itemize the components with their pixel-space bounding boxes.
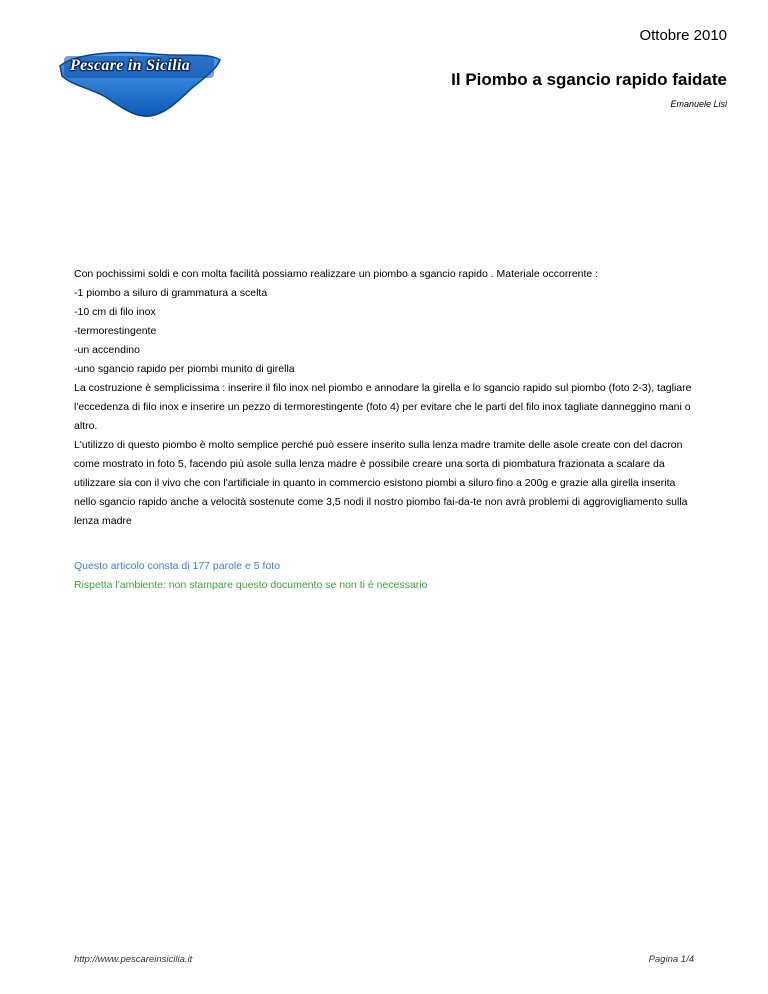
materials-item: -10 cm di filo inox (74, 306, 156, 318)
materials-item: -termorestingente (74, 325, 157, 337)
page-number: Pagina 1/4 (648, 954, 694, 965)
article-stats (74, 557, 427, 595)
article-author: Emanuele Lisi (670, 99, 727, 109)
paragraph-intro: Con pochissimi soldi e con molta facilità possiamo realizzare un piombo a sgancio rapido . Materiale occorrente : (74, 268, 599, 280)
footer-url[interactable]: http://www.pescareinsicilia.it (74, 954, 193, 965)
article-title: Il Piombo a sgancio rapido faidate (451, 70, 727, 89)
materials-item: -1 piombo a siluro di grammatura a scelta (74, 287, 268, 299)
environment-note: Rispetta l'ambiente: non stampare questo documento se non ti è necessario (74, 579, 428, 591)
article-body (74, 265, 698, 531)
sicily-island-shape (54, 44, 224, 120)
logo-text: Pescare in Sicilia (70, 57, 191, 74)
word-count-note: Questo articolo consta di 177 parole e 5 foto (74, 560, 281, 572)
site-logo (54, 44, 224, 120)
document-date: Ottobre 2010 (639, 27, 727, 44)
materials-item: -uno sgancio rapido per piombi munito di girella (74, 363, 295, 375)
paragraph-usage: L'utilizzo di questo piombo è molto semplice perché può essere inserito sulla lenza madre tramite delle asole create con del dacron come mostrato in foto 5, facendo più asole sulla lenza madre è possibile creare una sorta di piombatura frazionata a scalare da utilizzare sia con il vivo che con l'artificiale in quanto in commercio esistono piombi a siluro fino a 200g e grazie alla girella inserita nello sgancio rapido anche a velocità sostenute come 3,5 nodi il nostro piombo fai-da-te non avrà problemi di aggrovigliamento sulla lenza madre (74, 439, 688, 527)
paragraph-construction: La costruzione è semplicissima : inserire il filo inox nel piombo e annodare la girella e lo sgancio rapido sul piombo (foto 2-3), tagliare l'eccedenza di filo inox e inserire un pezzo di termorestingente (foto 4) per evitare che le parti del filo inox tagliate danneggino mani o altro. (74, 382, 692, 432)
materials-item: -un accendino (74, 344, 140, 356)
